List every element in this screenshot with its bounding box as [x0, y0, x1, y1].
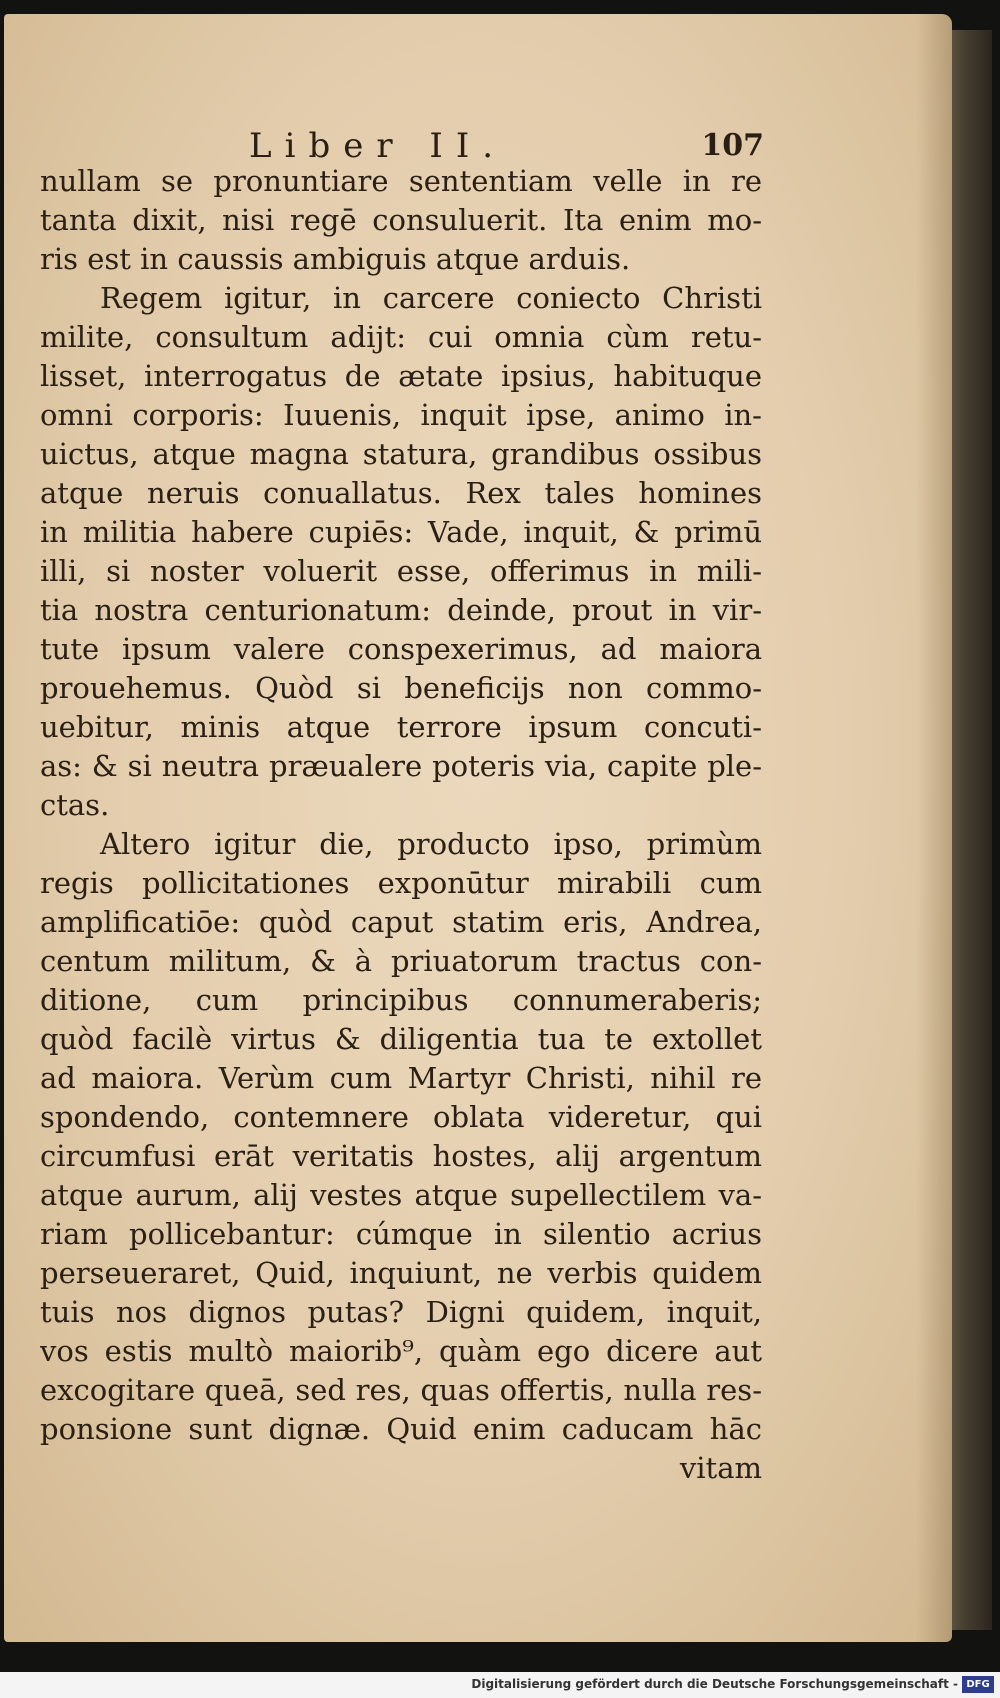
text-line: vos estis multò maiorib⁹, quàm ego dicere aut: [40, 1334, 762, 1368]
text-line: spondendo, contemnere oblata videretur, qui: [40, 1100, 762, 1134]
text-line: nullam se pronuntiare sententiam velle in re: [40, 164, 762, 198]
text-line: as: & si neutra præualere poteris via, capite ple-: [40, 749, 762, 783]
text-line: atque aurum, alij vestes atque supellectilem va-: [40, 1178, 762, 1212]
text-line: tia nostra centurionatum: deinde, prout in vir-: [40, 593, 762, 627]
book-title: Liber II.: [249, 126, 507, 166]
catchword: vitam: [679, 1451, 762, 1485]
text-line: regis pollicitationes exponūtur mirabili cum: [40, 866, 762, 900]
text-line: Altero igitur die, producto ipso, primùm: [100, 827, 762, 861]
text-line: tute ipsum valere conspexerimus, ad maiora: [40, 632, 762, 666]
book-page: [4, 14, 952, 1642]
text-line: circumfusi erāt veritatis hostes, alij argentum: [40, 1139, 762, 1173]
text-line: ris est in caussis ambiguis atque arduis.: [40, 242, 631, 276]
text-line: ditione, cum principibus connumeraberis;: [40, 983, 762, 1017]
text-line: amplificatiōe: quòd caput statim eris, Andrea,: [40, 905, 762, 939]
digitization-footer: [0, 1672, 1000, 1698]
text-line: perseueraret, Quid, inquiunt, ne verbis quidem: [40, 1256, 762, 1290]
text-line: omni corporis: Iuuenis, inquit ipse, animo in-: [40, 398, 762, 432]
text-line: centum militum, & à priuatorum tractus con-: [40, 944, 762, 978]
text-line: in militia habere cupiēs: Vade, inquit, & primū: [40, 515, 762, 549]
funding-credit: Digitalisierung gefördert durch die Deutsche Forschungsgemeinschaft -: [471, 1677, 958, 1691]
text-line: uictus, atque magna statura, grandibus ossibus: [40, 437, 762, 471]
text-line: ad maiora. Verùm cum Martyr Christi, nihil re: [40, 1061, 762, 1095]
text-line: atque neruis conuallatus. Rex tales homines: [40, 476, 762, 510]
text-line: lisset, interrogatus de ætate ipsius, habituque: [40, 359, 762, 393]
running-head: [44, 126, 764, 166]
text-block: [40, 162, 762, 1488]
text-line: quòd facilè virtus & diligentia tua te extollet: [40, 1022, 762, 1056]
text-line: tanta dixit, nisi regē consuluerit. Ita enim mo-: [40, 203, 762, 237]
text-line: prouehemus. Quòd si beneficijs non commo-: [40, 671, 762, 705]
text-line: Regem igitur, in carcere coniecto Christi: [100, 281, 762, 315]
text-line: ctas.: [40, 788, 110, 822]
dfg-logo-icon: DFG: [962, 1676, 994, 1693]
text-line: illi, si noster voluerit esse, offerimus in mili-: [40, 554, 762, 588]
text-line: milite, consultum adijt: cui omnia cùm retu-: [40, 320, 762, 354]
text-line: tuis nos dignos putas? Digni quidem, inquit,: [40, 1295, 762, 1329]
text-line: excogitare queā, sed res, quas offertis, nulla res-: [40, 1373, 762, 1407]
text-line: riam pollicebantur: cúmque in silentio acrius: [40, 1217, 762, 1251]
text-line: ponsione sunt dignæ. Quid enim caducam hāc: [40, 1412, 762, 1446]
page-number: 107: [701, 128, 764, 163]
text-line: uebitur, minis atque terrore ipsum concuti-: [40, 710, 762, 744]
